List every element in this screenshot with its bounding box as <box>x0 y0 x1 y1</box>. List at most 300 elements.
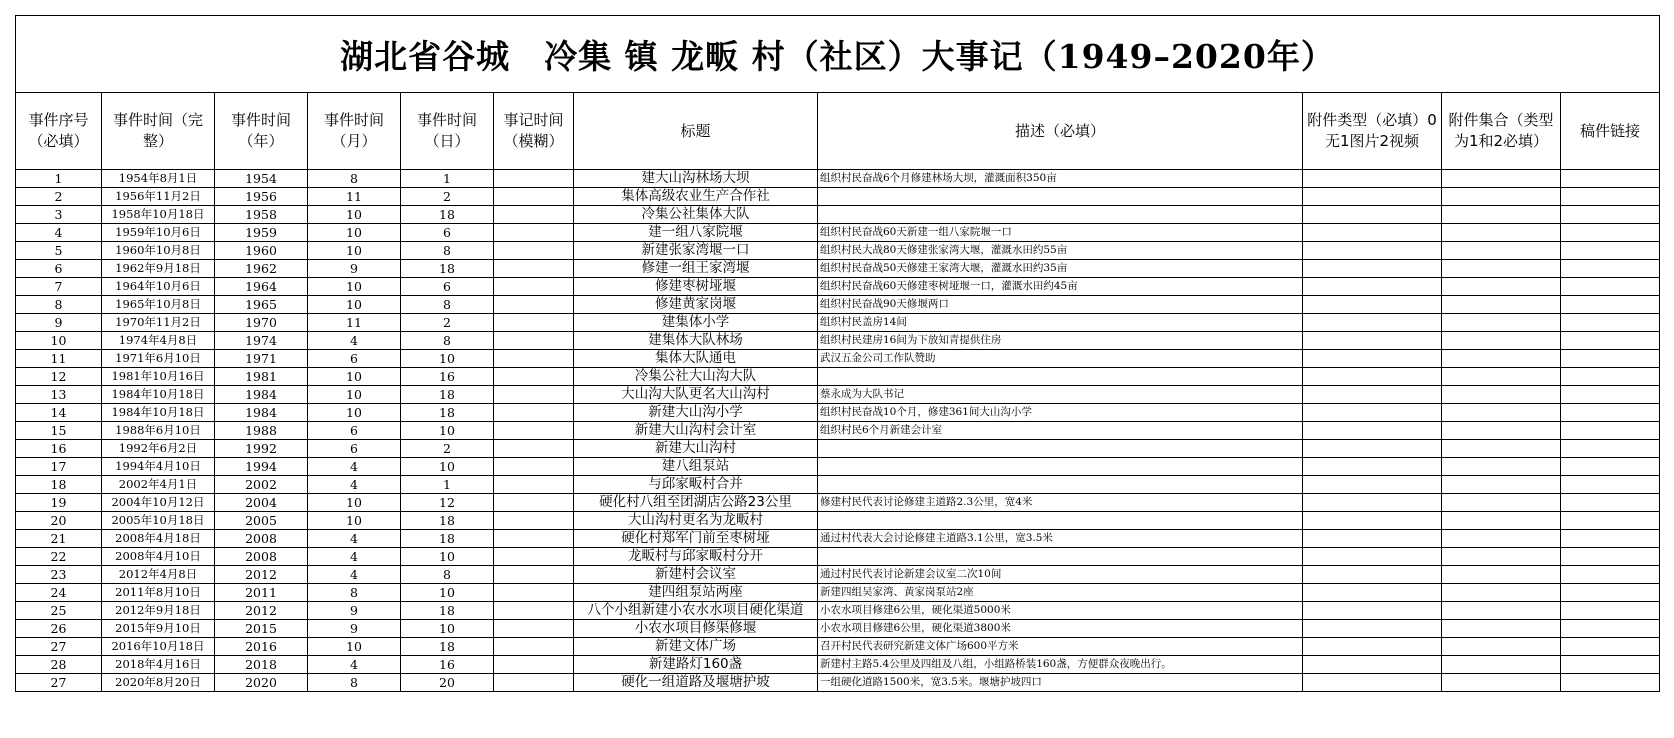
cell-no[interactable]: 19 <box>16 494 102 512</box>
cell-year[interactable]: 1964 <box>215 278 308 296</box>
cell-attachment-type[interactable] <box>1303 296 1442 314</box>
cell-attachment-type[interactable] <box>1303 386 1442 404</box>
cell-attachment-set[interactable] <box>1442 368 1561 386</box>
cell-fuzzy[interactable] <box>494 368 574 386</box>
cell-attachment-type[interactable] <box>1303 476 1442 494</box>
cell-day[interactable]: 18 <box>401 638 494 656</box>
cell-attachment-type[interactable] <box>1303 314 1442 332</box>
cell-fuzzy[interactable] <box>494 656 574 674</box>
cell-attachment-type[interactable] <box>1303 656 1442 674</box>
cell-no[interactable]: 5 <box>16 242 102 260</box>
cell-no[interactable]: 7 <box>16 278 102 296</box>
cell-attachment-type[interactable] <box>1303 404 1442 422</box>
cell-title[interactable]: 新建文体广场 <box>574 638 818 656</box>
cell-month[interactable]: 6 <box>308 350 401 368</box>
cell-year[interactable]: 1984 <box>215 404 308 422</box>
cell-fuzzy[interactable] <box>494 602 574 620</box>
cell-full[interactable]: 2008年4月10日 <box>102 548 215 566</box>
cell-no[interactable]: 3 <box>16 206 102 224</box>
cell-full[interactable]: 2005年10月18日 <box>102 512 215 530</box>
cell-day[interactable]: 2 <box>401 440 494 458</box>
cell-day[interactable]: 18 <box>401 386 494 404</box>
cell-month[interactable]: 10 <box>308 224 401 242</box>
cell-title[interactable]: 硬化村郑军门前至枣树垭 <box>574 530 818 548</box>
cell-desc[interactable]: 组织村民盖房14间 <box>818 314 1303 332</box>
cell-no[interactable]: 14 <box>16 404 102 422</box>
cell-link[interactable] <box>1561 314 1660 332</box>
cell-full[interactable]: 2004年10月12日 <box>102 494 215 512</box>
cell-day[interactable]: 18 <box>401 530 494 548</box>
cell-title[interactable]: 修建一组王家湾堰 <box>574 260 818 278</box>
cell-attachment-set[interactable] <box>1442 584 1561 602</box>
cell-no[interactable]: 1 <box>16 170 102 188</box>
cell-no[interactable]: 17 <box>16 458 102 476</box>
cell-month[interactable]: 9 <box>308 260 401 278</box>
cell-year[interactable]: 1981 <box>215 368 308 386</box>
cell-full[interactable]: 1970年11月2日 <box>102 314 215 332</box>
cell-fuzzy[interactable] <box>494 350 574 368</box>
cell-link[interactable] <box>1561 494 1660 512</box>
cell-year[interactable]: 2016 <box>215 638 308 656</box>
cell-attachment-set[interactable] <box>1442 476 1561 494</box>
cell-attachment-type[interactable] <box>1303 638 1442 656</box>
cell-fuzzy[interactable] <box>494 386 574 404</box>
cell-fuzzy[interactable] <box>494 638 574 656</box>
cell-month[interactable]: 10 <box>308 206 401 224</box>
cell-title[interactable]: 新建大山沟村会计室 <box>574 422 818 440</box>
cell-full[interactable]: 1992年6月2日 <box>102 440 215 458</box>
cell-link[interactable] <box>1561 224 1660 242</box>
cell-title[interactable]: 集体高级农业生产合作社 <box>574 188 818 206</box>
cell-full[interactable]: 2018年4月16日 <box>102 656 215 674</box>
cell-attachment-type[interactable] <box>1303 440 1442 458</box>
cell-year[interactable]: 1962 <box>215 260 308 278</box>
cell-no[interactable]: 12 <box>16 368 102 386</box>
cell-day[interactable]: 1 <box>401 476 494 494</box>
cell-year[interactable]: 2005 <box>215 512 308 530</box>
cell-day[interactable]: 2 <box>401 314 494 332</box>
cell-day[interactable]: 2 <box>401 188 494 206</box>
cell-link[interactable] <box>1561 242 1660 260</box>
cell-fuzzy[interactable] <box>494 404 574 422</box>
cell-attachment-type[interactable] <box>1303 674 1442 692</box>
cell-desc[interactable] <box>818 458 1303 476</box>
cell-desc[interactable]: 组织村民6个月新建会计室 <box>818 422 1303 440</box>
cell-year[interactable]: 2008 <box>215 548 308 566</box>
cell-full[interactable]: 1984年10月18日 <box>102 386 215 404</box>
cell-no[interactable]: 11 <box>16 350 102 368</box>
cell-day[interactable]: 18 <box>401 512 494 530</box>
cell-desc[interactable]: 组织村民奋战60天新建一组八家院堰一口 <box>818 224 1303 242</box>
cell-full[interactable]: 2012年4月8日 <box>102 566 215 584</box>
cell-fuzzy[interactable] <box>494 476 574 494</box>
cell-attachment-set[interactable] <box>1442 386 1561 404</box>
cell-desc[interactable] <box>818 368 1303 386</box>
cell-full[interactable]: 1994年4月10日 <box>102 458 215 476</box>
cell-attachment-type[interactable] <box>1303 530 1442 548</box>
cell-month[interactable]: 8 <box>308 674 401 692</box>
cell-year[interactable]: 1965 <box>215 296 308 314</box>
cell-no[interactable]: 13 <box>16 386 102 404</box>
cell-desc[interactable] <box>818 548 1303 566</box>
cell-day[interactable]: 18 <box>401 206 494 224</box>
cell-day[interactable]: 10 <box>401 350 494 368</box>
cell-full[interactable]: 1956年11月2日 <box>102 188 215 206</box>
cell-attachment-set[interactable] <box>1442 440 1561 458</box>
cell-year[interactable]: 2012 <box>215 566 308 584</box>
cell-link[interactable] <box>1561 170 1660 188</box>
cell-month[interactable]: 10 <box>308 242 401 260</box>
cell-attachment-set[interactable] <box>1442 188 1561 206</box>
cell-attachment-set[interactable] <box>1442 548 1561 566</box>
cell-day[interactable]: 10 <box>401 458 494 476</box>
cell-desc[interactable]: 组织村民建房16间为下放知青提供住房 <box>818 332 1303 350</box>
cell-day[interactable]: 10 <box>401 584 494 602</box>
cell-title[interactable]: 大山沟村更名为龙畈村 <box>574 512 818 530</box>
cell-attachment-set[interactable] <box>1442 656 1561 674</box>
cell-title[interactable]: 建一组八家院堰 <box>574 224 818 242</box>
cell-attachment-type[interactable] <box>1303 242 1442 260</box>
cell-link[interactable] <box>1561 404 1660 422</box>
cell-desc[interactable] <box>818 206 1303 224</box>
cell-day[interactable]: 12 <box>401 494 494 512</box>
cell-month[interactable]: 10 <box>308 638 401 656</box>
cell-attachment-type[interactable] <box>1303 350 1442 368</box>
cell-link[interactable] <box>1561 296 1660 314</box>
cell-fuzzy[interactable] <box>494 224 574 242</box>
cell-fuzzy[interactable] <box>494 440 574 458</box>
cell-link[interactable] <box>1561 602 1660 620</box>
cell-attachment-type[interactable] <box>1303 188 1442 206</box>
cell-link[interactable] <box>1561 332 1660 350</box>
cell-attachment-set[interactable] <box>1442 458 1561 476</box>
cell-title[interactable]: 修建枣树垭堰 <box>574 278 818 296</box>
cell-link[interactable] <box>1561 458 1660 476</box>
cell-day[interactable]: 10 <box>401 620 494 638</box>
cell-attachment-type[interactable] <box>1303 548 1442 566</box>
cell-attachment-type[interactable] <box>1303 278 1442 296</box>
cell-full[interactable]: 1954年8月1日 <box>102 170 215 188</box>
cell-month[interactable]: 4 <box>308 332 401 350</box>
cell-full[interactable]: 1974年4月8日 <box>102 332 215 350</box>
cell-day[interactable]: 1 <box>401 170 494 188</box>
cell-link[interactable] <box>1561 260 1660 278</box>
cell-fuzzy[interactable] <box>494 548 574 566</box>
cell-desc[interactable]: 修建村民代表讨论修建主道路2.3公里，宽4米 <box>818 494 1303 512</box>
cell-title[interactable]: 新建大山沟村 <box>574 440 818 458</box>
cell-title[interactable]: 建四组泵站两座 <box>574 584 818 602</box>
cell-full[interactable]: 1981年10月16日 <box>102 368 215 386</box>
cell-day[interactable]: 6 <box>401 278 494 296</box>
cell-title[interactable]: 新建大山沟小学 <box>574 404 818 422</box>
cell-link[interactable] <box>1561 350 1660 368</box>
cell-full[interactable]: 1959年10月6日 <box>102 224 215 242</box>
cell-attachment-set[interactable] <box>1442 278 1561 296</box>
cell-fuzzy[interactable] <box>494 494 574 512</box>
cell-link[interactable] <box>1561 278 1660 296</box>
cell-attachment-set[interactable] <box>1442 566 1561 584</box>
cell-title[interactable]: 修建黄家岗堰 <box>574 296 818 314</box>
cell-year[interactable]: 1970 <box>215 314 308 332</box>
cell-full[interactable]: 1964年10月6日 <box>102 278 215 296</box>
cell-fuzzy[interactable] <box>494 188 574 206</box>
cell-fuzzy[interactable] <box>494 242 574 260</box>
cell-no[interactable]: 15 <box>16 422 102 440</box>
cell-month[interactable]: 10 <box>308 386 401 404</box>
cell-title[interactable]: 大山沟大队更名大山沟村 <box>574 386 818 404</box>
cell-year[interactable]: 1992 <box>215 440 308 458</box>
cell-desc[interactable]: 小农水项目修建6公里，硬化渠道5000米 <box>818 602 1303 620</box>
cell-day[interactable]: 18 <box>401 602 494 620</box>
cell-link[interactable] <box>1561 368 1660 386</box>
cell-month[interactable]: 4 <box>308 530 401 548</box>
cell-attachment-set[interactable] <box>1442 530 1561 548</box>
cell-attachment-type[interactable] <box>1303 422 1442 440</box>
cell-year[interactable]: 2012 <box>215 602 308 620</box>
cell-day[interactable]: 10 <box>401 548 494 566</box>
cell-day[interactable]: 6 <box>401 224 494 242</box>
cell-year[interactable]: 1956 <box>215 188 308 206</box>
cell-link[interactable] <box>1561 476 1660 494</box>
cell-attachment-type[interactable] <box>1303 170 1442 188</box>
cell-no[interactable]: 27 <box>16 638 102 656</box>
cell-attachment-set[interactable] <box>1442 332 1561 350</box>
cell-attachment-type[interactable] <box>1303 584 1442 602</box>
cell-year[interactable]: 1954 <box>215 170 308 188</box>
cell-desc[interactable]: 通过村代表大会讨论修建主道路3.1公里，宽3.5米 <box>818 530 1303 548</box>
cell-full[interactable]: 1958年10月18日 <box>102 206 215 224</box>
cell-desc[interactable]: 组织村民奋战50天修建王家湾大堰，灌溉水田约35亩 <box>818 260 1303 278</box>
cell-month[interactable]: 10 <box>308 404 401 422</box>
cell-no[interactable]: 26 <box>16 620 102 638</box>
cell-fuzzy[interactable] <box>494 566 574 584</box>
cell-year[interactable]: 1958 <box>215 206 308 224</box>
cell-attachment-type[interactable] <box>1303 602 1442 620</box>
cell-month[interactable]: 6 <box>308 440 401 458</box>
cell-fuzzy[interactable] <box>494 206 574 224</box>
cell-year[interactable]: 1994 <box>215 458 308 476</box>
cell-year[interactable]: 2015 <box>215 620 308 638</box>
cell-attachment-set[interactable] <box>1442 350 1561 368</box>
cell-day[interactable]: 16 <box>401 656 494 674</box>
cell-fuzzy[interactable] <box>494 458 574 476</box>
cell-attachment-set[interactable] <box>1442 494 1561 512</box>
cell-attachment-type[interactable] <box>1303 566 1442 584</box>
cell-full[interactable]: 2020年8月20日 <box>102 674 215 692</box>
cell-attachment-type[interactable] <box>1303 494 1442 512</box>
cell-year[interactable]: 1960 <box>215 242 308 260</box>
cell-day[interactable]: 20 <box>401 674 494 692</box>
cell-attachment-set[interactable] <box>1442 638 1561 656</box>
cell-day[interactable]: 8 <box>401 566 494 584</box>
cell-month[interactable]: 4 <box>308 476 401 494</box>
cell-month[interactable]: 10 <box>308 368 401 386</box>
cell-attachment-type[interactable] <box>1303 620 1442 638</box>
cell-year[interactable]: 2020 <box>215 674 308 692</box>
cell-attachment-set[interactable] <box>1442 512 1561 530</box>
cell-link[interactable] <box>1561 656 1660 674</box>
cell-link[interactable] <box>1561 584 1660 602</box>
cell-title[interactable]: 建大山沟林场大坝 <box>574 170 818 188</box>
cell-link[interactable] <box>1561 638 1660 656</box>
cell-attachment-set[interactable] <box>1442 674 1561 692</box>
cell-year[interactable]: 2011 <box>215 584 308 602</box>
cell-no[interactable]: 2 <box>16 188 102 206</box>
cell-title[interactable]: 新建路灯160盏 <box>574 656 818 674</box>
cell-no[interactable]: 9 <box>16 314 102 332</box>
cell-fuzzy[interactable] <box>494 530 574 548</box>
cell-title[interactable]: 新建张家湾堰一口 <box>574 242 818 260</box>
cell-link[interactable] <box>1561 386 1660 404</box>
cell-year[interactable]: 2004 <box>215 494 308 512</box>
cell-attachment-type[interactable] <box>1303 332 1442 350</box>
cell-month[interactable]: 4 <box>308 566 401 584</box>
cell-title[interactable]: 新建村会议室 <box>574 566 818 584</box>
cell-desc[interactable]: 组织村民奋战90天修堰两口 <box>818 296 1303 314</box>
cell-desc[interactable]: 组织村民奋战60天修建枣树垭堰一口，灌溉水田约45亩 <box>818 278 1303 296</box>
cell-month[interactable]: 11 <box>308 314 401 332</box>
cell-fuzzy[interactable] <box>494 260 574 278</box>
cell-full[interactable]: 2016年10月18日 <box>102 638 215 656</box>
cell-day[interactable]: 8 <box>401 332 494 350</box>
cell-full[interactable]: 2015年9月10日 <box>102 620 215 638</box>
cell-attachment-set[interactable] <box>1442 170 1561 188</box>
cell-year[interactable]: 1959 <box>215 224 308 242</box>
cell-year[interactable]: 2002 <box>215 476 308 494</box>
cell-no[interactable]: 21 <box>16 530 102 548</box>
cell-link[interactable] <box>1561 674 1660 692</box>
cell-desc[interactable]: 蔡永成为大队书记 <box>818 386 1303 404</box>
cell-no[interactable]: 25 <box>16 602 102 620</box>
cell-link[interactable] <box>1561 530 1660 548</box>
cell-attachment-set[interactable] <box>1442 620 1561 638</box>
cell-month[interactable]: 4 <box>308 656 401 674</box>
cell-fuzzy[interactable] <box>494 584 574 602</box>
cell-link[interactable] <box>1561 206 1660 224</box>
cell-desc[interactable] <box>818 188 1303 206</box>
cell-year[interactable]: 1971 <box>215 350 308 368</box>
cell-full[interactable]: 1965年10月8日 <box>102 296 215 314</box>
cell-title[interactable]: 龙畈村与邱家畈村分开 <box>574 548 818 566</box>
cell-full[interactable]: 1960年10月8日 <box>102 242 215 260</box>
cell-year[interactable]: 1988 <box>215 422 308 440</box>
cell-year[interactable]: 1984 <box>215 386 308 404</box>
cell-title[interactable]: 冷集公社大山沟大队 <box>574 368 818 386</box>
cell-attachment-type[interactable] <box>1303 458 1442 476</box>
cell-no[interactable]: 10 <box>16 332 102 350</box>
cell-no[interactable]: 16 <box>16 440 102 458</box>
cell-year[interactable]: 1974 <box>215 332 308 350</box>
cell-day[interactable]: 8 <box>401 242 494 260</box>
cell-title[interactable]: 建集体小学 <box>574 314 818 332</box>
cell-link[interactable] <box>1561 566 1660 584</box>
cell-desc[interactable]: 召开村民代表研究新建文体广场600平方米 <box>818 638 1303 656</box>
cell-title[interactable]: 小农水项目修渠修堰 <box>574 620 818 638</box>
cell-desc[interactable]: 组织村民大战80天修建张家湾大堰，灌溉水田约55亩 <box>818 242 1303 260</box>
cell-attachment-set[interactable] <box>1442 260 1561 278</box>
cell-attachment-type[interactable] <box>1303 224 1442 242</box>
cell-fuzzy[interactable] <box>494 314 574 332</box>
cell-no[interactable]: 4 <box>16 224 102 242</box>
cell-day[interactable]: 8 <box>401 296 494 314</box>
cell-year[interactable]: 2018 <box>215 656 308 674</box>
cell-no[interactable]: 8 <box>16 296 102 314</box>
cell-attachment-type[interactable] <box>1303 260 1442 278</box>
cell-attachment-set[interactable] <box>1442 224 1561 242</box>
cell-month[interactable]: 6 <box>308 422 401 440</box>
cell-full[interactable]: 1971年6月10日 <box>102 350 215 368</box>
cell-title[interactable]: 与邱家畈村合并 <box>574 476 818 494</box>
cell-desc[interactable]: 组织村民奋战6个月修建林场大坝，灌溉面积350亩 <box>818 170 1303 188</box>
cell-full[interactable]: 2012年9月18日 <box>102 602 215 620</box>
cell-full[interactable]: 2008年4月18日 <box>102 530 215 548</box>
cell-month[interactable]: 10 <box>308 512 401 530</box>
cell-fuzzy[interactable] <box>494 512 574 530</box>
cell-desc[interactable] <box>818 440 1303 458</box>
cell-full[interactable]: 1984年10月18日 <box>102 404 215 422</box>
cell-attachment-type[interactable] <box>1303 206 1442 224</box>
cell-link[interactable] <box>1561 620 1660 638</box>
cell-attachment-set[interactable] <box>1442 422 1561 440</box>
cell-full[interactable]: 2002年4月1日 <box>102 476 215 494</box>
cell-attachment-set[interactable] <box>1442 602 1561 620</box>
cell-month[interactable]: 4 <box>308 458 401 476</box>
cell-title[interactable]: 硬化一组道路及堰塘护坡 <box>574 674 818 692</box>
cell-link[interactable] <box>1561 548 1660 566</box>
cell-fuzzy[interactable] <box>494 620 574 638</box>
cell-no[interactable]: 22 <box>16 548 102 566</box>
cell-link[interactable] <box>1561 512 1660 530</box>
cell-fuzzy[interactable] <box>494 170 574 188</box>
cell-day[interactable]: 18 <box>401 404 494 422</box>
cell-day[interactable]: 10 <box>401 422 494 440</box>
cell-full[interactable]: 1962年9月18日 <box>102 260 215 278</box>
cell-desc[interactable]: 一组硬化道路1500米，宽3.5米。堰塘护坡四口 <box>818 674 1303 692</box>
cell-desc[interactable] <box>818 476 1303 494</box>
cell-day[interactable]: 16 <box>401 368 494 386</box>
cell-no[interactable]: 28 <box>16 656 102 674</box>
cell-month[interactable]: 8 <box>308 584 401 602</box>
cell-month[interactable]: 10 <box>308 494 401 512</box>
cell-desc[interactable]: 小农水项目修建6公里，硬化渠道3800米 <box>818 620 1303 638</box>
cell-month[interactable]: 8 <box>308 170 401 188</box>
cell-attachment-set[interactable] <box>1442 296 1561 314</box>
cell-month[interactable]: 10 <box>308 278 401 296</box>
cell-month[interactable]: 10 <box>308 296 401 314</box>
cell-desc[interactable] <box>818 512 1303 530</box>
cell-desc[interactable]: 新建四组吴家湾、黄家岗泵站2座 <box>818 584 1303 602</box>
cell-no[interactable]: 23 <box>16 566 102 584</box>
cell-fuzzy[interactable] <box>494 296 574 314</box>
cell-month[interactable]: 4 <box>308 548 401 566</box>
cell-year[interactable]: 2008 <box>215 530 308 548</box>
cell-title[interactable]: 八个小组新建小农水水项目硬化渠道 <box>574 602 818 620</box>
cell-desc[interactable]: 组织村民奋战10个月，修建361间大山沟小学 <box>818 404 1303 422</box>
cell-attachment-type[interactable] <box>1303 512 1442 530</box>
cell-desc[interactable]: 武汉五金公司工作队赞助 <box>818 350 1303 368</box>
cell-no[interactable]: 20 <box>16 512 102 530</box>
cell-full[interactable]: 1988年6月10日 <box>102 422 215 440</box>
cell-link[interactable] <box>1561 188 1660 206</box>
cell-attachment-type[interactable] <box>1303 368 1442 386</box>
cell-attachment-set[interactable] <box>1442 242 1561 260</box>
cell-month[interactable]: 11 <box>308 188 401 206</box>
cell-day[interactable]: 18 <box>401 260 494 278</box>
cell-attachment-set[interactable] <box>1442 206 1561 224</box>
cell-fuzzy[interactable] <box>494 332 574 350</box>
cell-attachment-set[interactable] <box>1442 314 1561 332</box>
cell-fuzzy[interactable] <box>494 674 574 692</box>
